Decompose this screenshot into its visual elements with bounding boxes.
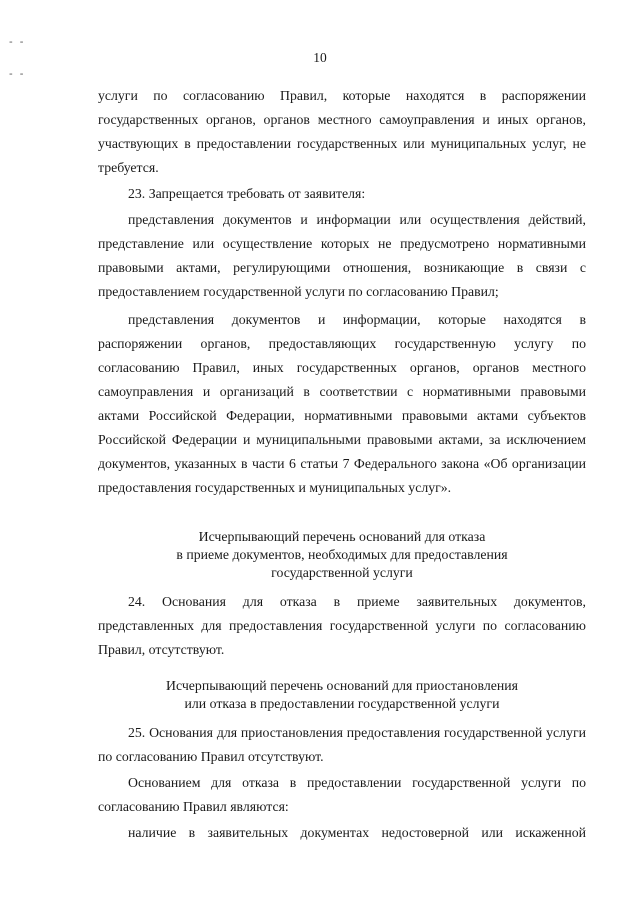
text-block-2 [98,590,586,662]
page-number: 10 [313,50,327,65]
margin-mark: - - [9,68,26,80]
section-heading-1 [98,528,586,582]
paragraph: 23. Запрещается требовать от заявителя: [128,186,366,201]
heading-line: Исчерпывающий перечень оснований для отказа [198,529,486,544]
paragraph: 24. Основания для отказа в приеме заявительных документов, представленных для предоставления государственной услуги по согласованию Правил, отсутствуют. [98,594,586,657]
heading-line: Исчерпывающий перечень оснований для приостановления [166,678,518,693]
paragraph: представления документов и информации, которые находятся в распоряжении органов, предоставляющих государственную услугу по согласованию Правил, иных государственных органов, органов местного самоуправления и организаций в соответствии с нормативными правовыми актами Российской Федерации, нормативными правовыми актами субъектов Российской Федерации и муниципальными правовыми актами, за исключением документов, указанных в части 6 статьи 7 Федерального закона «Об организации предоставления государственных и муниципальных услуг». [98,312,586,495]
heading-line: государственной услуги [271,565,413,580]
paragraph: услуги по согласованию Правил, которые находятся в распоряжении государственных органов, органов местного самоуправления и иных органов, участвующих в предоставлении государственных или муниципальных услуг, не требуется. [98,88,586,175]
text-block-1 [98,84,586,500]
section-heading-2 [98,677,586,713]
heading-line: в приеме документов, необходимых для предоставления [176,547,508,562]
text-block-3 [98,721,586,845]
paragraph: 25. Основания для приостановления предоставления государственной услуги по согласованию Правил отсутствуют. [98,725,586,764]
heading-line: или отказа в предоставлении государственной услуги [184,696,500,711]
paragraph: представления документов и информации или осуществления действий, представление или осуществление которых не предусмотрено нормативными правовыми актами, регулирующими отношения, возникающие в связи с предоставлением государственной услуги по согласованию Правил; [98,212,586,299]
paragraph: Основанием для отказа в предоставлении государственной услуги по согласованию Правил являются: [98,775,586,814]
margin-mark: - - [9,36,26,48]
paragraph: наличие в заявительных документах недостоверной или искаженной [128,825,586,840]
